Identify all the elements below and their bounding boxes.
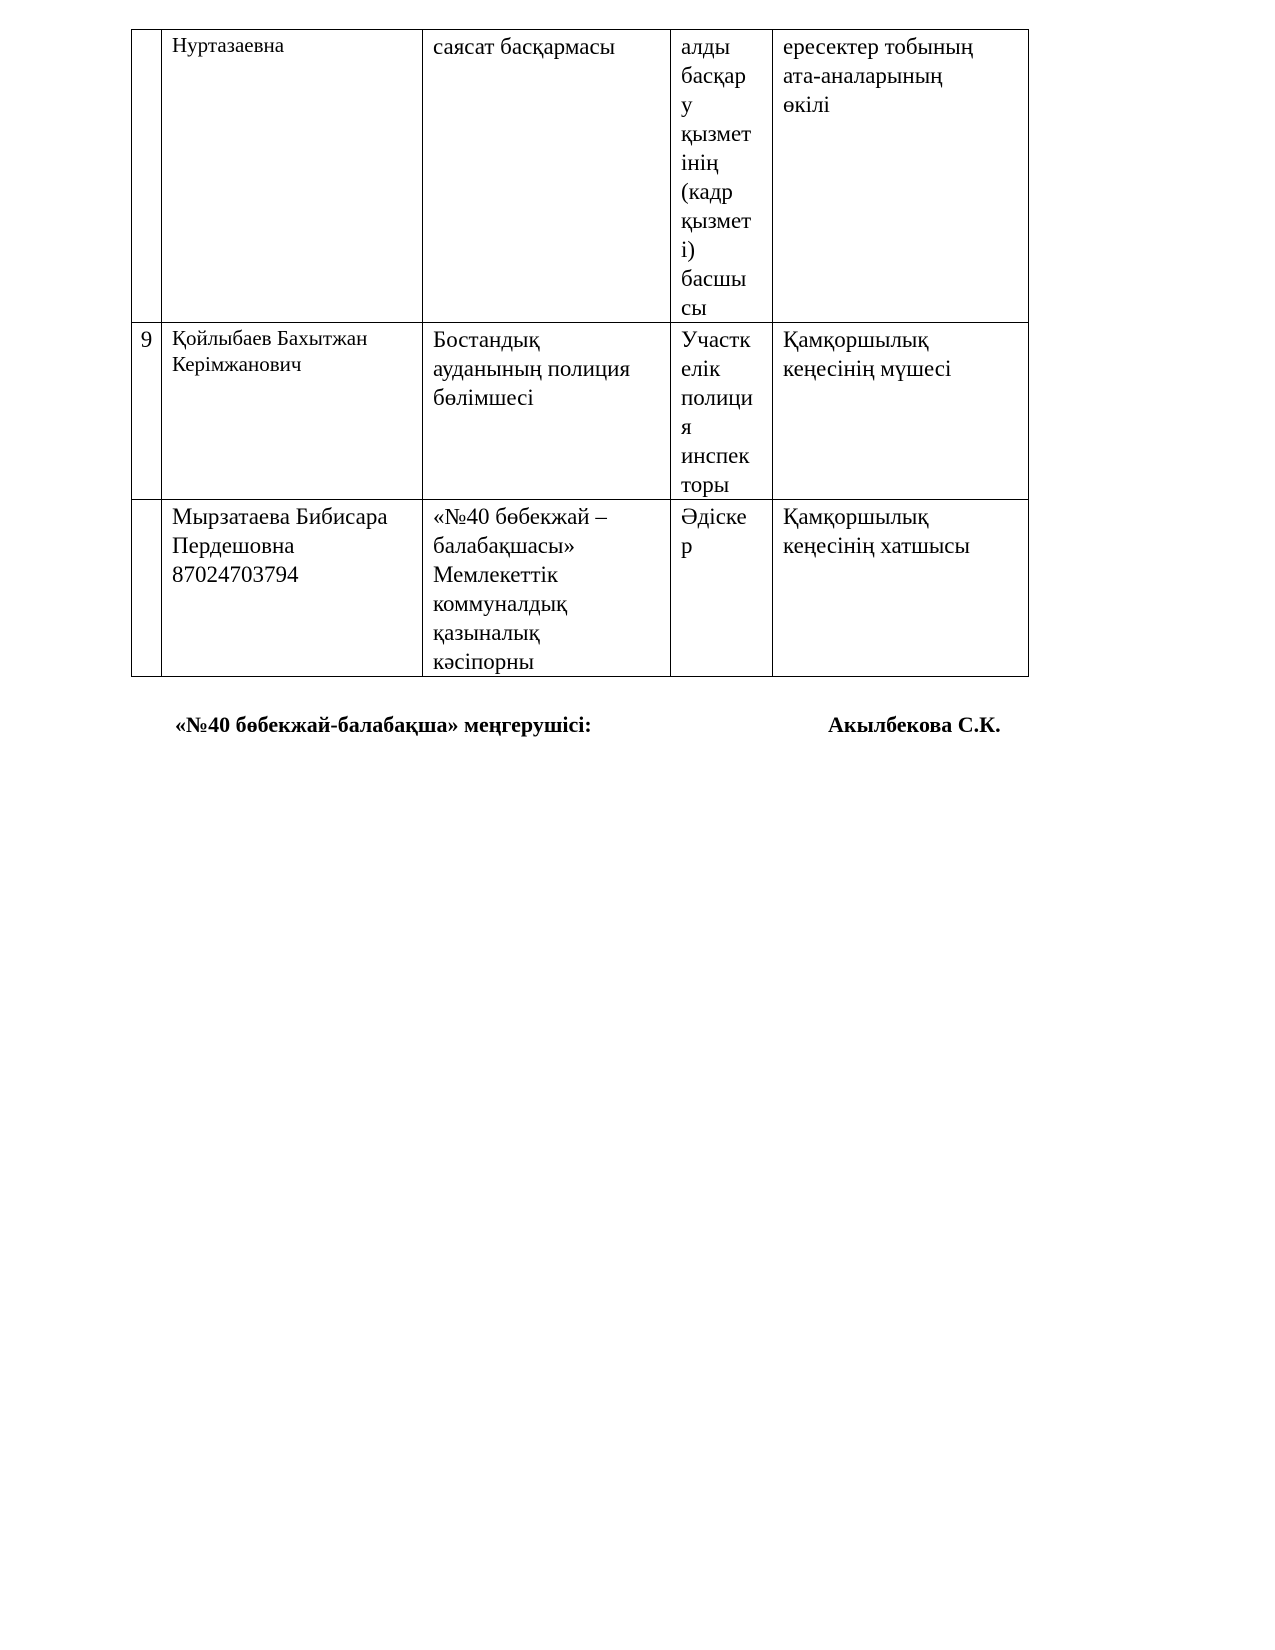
organization-line: Бостандық <box>433 327 540 352</box>
organization-line: коммуналдық <box>433 591 568 616</box>
position-line: басшы <box>681 266 747 291</box>
position-line: (кадр <box>681 179 733 204</box>
role-line: кеңесінің мүшесі <box>783 356 952 381</box>
position-line: торы <box>681 472 730 497</box>
organization-line: ауданының полиция <box>433 356 631 381</box>
role-line: кеңесінің хатшысы <box>783 533 970 558</box>
organization-line: кәсіпорны <box>433 649 535 674</box>
member-name <box>162 30 423 323</box>
member-name-line: Пердешовна <box>172 533 295 558</box>
member-name-line: Мырзатаева Бибисара <box>172 504 388 529</box>
position-line: Әдіске <box>681 504 747 529</box>
member-name-line: Нуртазаевна <box>172 33 285 57</box>
position-line: сы <box>681 295 707 320</box>
member-name-line: Қойлыбаев Бахытжан <box>172 326 368 350</box>
position-line: і) <box>681 237 696 262</box>
position-line: інің <box>681 150 719 175</box>
member-position <box>671 500 773 677</box>
member-role <box>773 30 1029 323</box>
member-organization <box>423 323 671 500</box>
role-line: ата-аналарының <box>783 63 943 88</box>
position-line: я <box>681 414 692 439</box>
organization-line: бөлімшесі <box>433 385 534 410</box>
position-line: елік <box>681 356 721 381</box>
role-line: ересектер тобының <box>783 34 974 59</box>
role-line: өкілі <box>783 92 830 117</box>
member-organization <box>423 500 671 677</box>
organization-line: саясат басқармасы <box>433 34 616 59</box>
member-phone: 87024703794 <box>172 562 299 587</box>
member-position <box>671 323 773 500</box>
members-table <box>131 29 1029 677</box>
row-number <box>132 30 162 323</box>
member-position <box>671 30 773 323</box>
position-line: басқар <box>681 63 747 88</box>
position-line: полици <box>681 385 753 410</box>
member-name <box>162 323 423 500</box>
member-name <box>162 500 423 677</box>
organization-line: «№40 бөбекжай – <box>433 504 607 529</box>
position-line: алды <box>681 34 731 59</box>
organization-line: қазыналық <box>433 620 540 645</box>
position-line: у <box>681 92 693 117</box>
organization-line: балабақшасы» <box>433 533 575 558</box>
member-name-line: Керімжанович <box>172 352 302 376</box>
row-number: 9 <box>132 323 162 500</box>
organization-line: Мемлекеттік <box>433 562 559 587</box>
position-line: р <box>681 533 693 558</box>
position-line: қызмет <box>681 208 752 233</box>
table-row <box>132 323 1029 500</box>
member-organization <box>423 30 671 323</box>
position-line: қызмет <box>681 121 752 146</box>
table-row <box>132 500 1029 677</box>
table-row <box>132 30 1029 323</box>
role-line: Қамқоршылық <box>783 327 929 352</box>
footer-signatory: Акылбекова С.К. <box>828 712 1001 737</box>
role-line: Қамқоршылық <box>783 504 929 529</box>
footer-title: «№40 бөбекжай-балабақша» меңгерушісі: <box>175 712 592 737</box>
position-line: Участк <box>681 327 751 352</box>
position-line: инспек <box>681 443 750 468</box>
row-number <box>132 500 162 677</box>
member-role <box>773 323 1029 500</box>
member-role <box>773 500 1029 677</box>
